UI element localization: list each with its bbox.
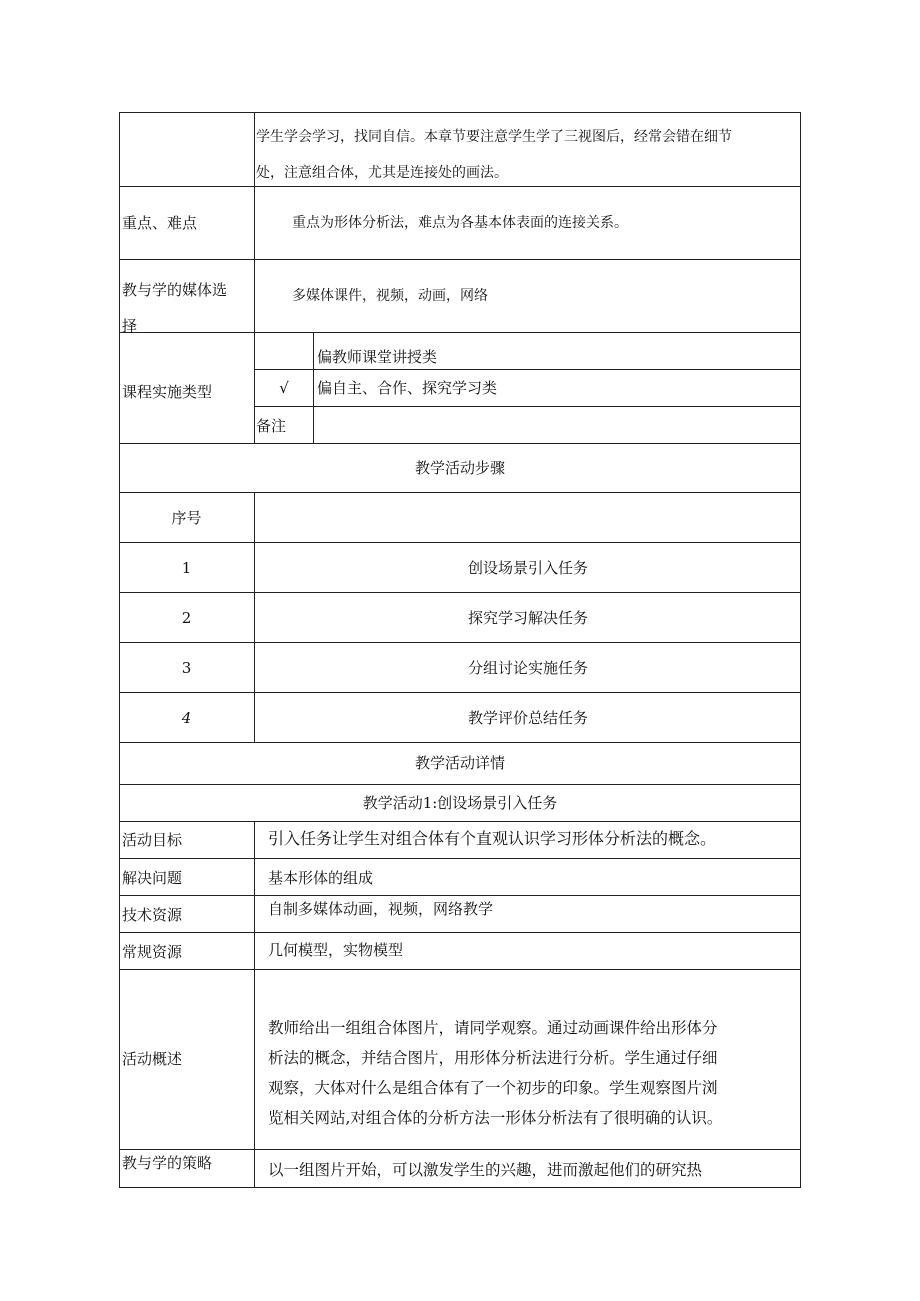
- step-name: 分组讨论实施任务: [467, 659, 588, 677]
- detail-value: 几何模型，实物模型: [268, 941, 404, 959]
- row-divider: [119, 742, 801, 743]
- step-index: 3: [181, 659, 192, 677]
- checkmark-icon: √: [279, 379, 289, 397]
- row-divider: [119, 492, 801, 493]
- row-divider: [119, 821, 801, 822]
- row-divider: [119, 259, 801, 260]
- column-divider: [254, 821, 255, 1188]
- overview-line: 观察，大体对什么是组合体有了一个初步的印象。学生观察图片浏: [268, 1079, 718, 1097]
- steps-index-header: 序号: [171, 509, 202, 527]
- row-divider: [119, 692, 801, 693]
- overview-text: [268, 1013, 800, 1133]
- row-divider: [119, 443, 801, 444]
- strategy-value: 以一组图片开始，可以激发学生的兴趣，进而激起他们的研究热: [268, 1161, 703, 1179]
- detail-label: 活动目标: [122, 831, 183, 849]
- media-label-line-1: 教与学的媒体选: [122, 281, 228, 299]
- overview-line: 览相关网站,对组合体的分析方法一形体分析法有了很明确的认识。: [268, 1109, 723, 1127]
- course-type-option: 偏自主、合作、探究学习类: [317, 379, 498, 397]
- row-divider: [119, 592, 801, 593]
- row-divider: [119, 969, 801, 970]
- row-divider: [119, 642, 801, 643]
- detail-value: 基本形体的组成: [268, 869, 374, 887]
- detail-label: 技术资源: [122, 906, 183, 924]
- row-divider: [119, 784, 801, 785]
- steps-title: 教学活动步骤: [414, 459, 505, 477]
- strategy-label: 教与学的策略: [122, 1154, 213, 1172]
- step-index: 2: [181, 609, 192, 627]
- activity-title: 教学活动1:创设场景引入任务: [362, 794, 558, 812]
- row-divider: [254, 369, 801, 370]
- intro-line-1: 学生学会学习，找同自信。本章节要注意学生学了三视图后，经常会错在细节: [256, 129, 732, 145]
- course-type-option: 偏教师课堂讲授类: [317, 348, 438, 366]
- detail-label: 常规资源: [122, 943, 183, 961]
- detail-value: 自制多媒体动画，视频，网络教学: [268, 900, 494, 918]
- row-divider: [119, 542, 801, 543]
- column-divider: [313, 332, 314, 443]
- row-divider: [119, 858, 801, 859]
- step-name: 创设场景引入任务: [467, 559, 588, 577]
- row-divider: [119, 895, 801, 896]
- media-label-line-2: 择: [122, 317, 138, 335]
- note-label: 备注: [256, 417, 287, 435]
- course-type-label: 课程实施类型: [122, 383, 213, 401]
- step-name: 教学评价总结任务: [467, 709, 588, 727]
- overview-line: 析法的概念，并结合图片，用形体分析法进行分析。学生通过仔细: [268, 1049, 718, 1067]
- details-title: 教学活动详情: [414, 754, 505, 772]
- row-divider: [119, 332, 801, 333]
- key-points-value: 重点为形体分析法，难点为各基本体表面的连接关系。: [292, 215, 628, 231]
- intro-line-2: 处，注意组合体，尤其是连接处的画法。: [256, 165, 508, 181]
- step-index: 1: [181, 559, 192, 577]
- row-divider: [254, 406, 801, 407]
- row-divider: [119, 932, 801, 933]
- overview-line: 教师给出一组组合体图片，请同学观察。通过动画课件给出形体分: [268, 1019, 718, 1037]
- step-name: 探究学习解决任务: [467, 609, 588, 627]
- step-index: 4: [181, 709, 192, 727]
- row-divider: [119, 1149, 801, 1150]
- row-divider: [119, 186, 801, 187]
- media-value: 多媒体课件，视频，动画，网络: [292, 288, 488, 304]
- key-points-label: 重点、难点: [122, 214, 198, 232]
- detail-label: 解决问题: [122, 869, 183, 887]
- detail-value: 引入任务让学生对组合体有个直观认识学习形体分析法的概念。: [268, 829, 717, 848]
- overview-label: 活动概述: [122, 1050, 183, 1068]
